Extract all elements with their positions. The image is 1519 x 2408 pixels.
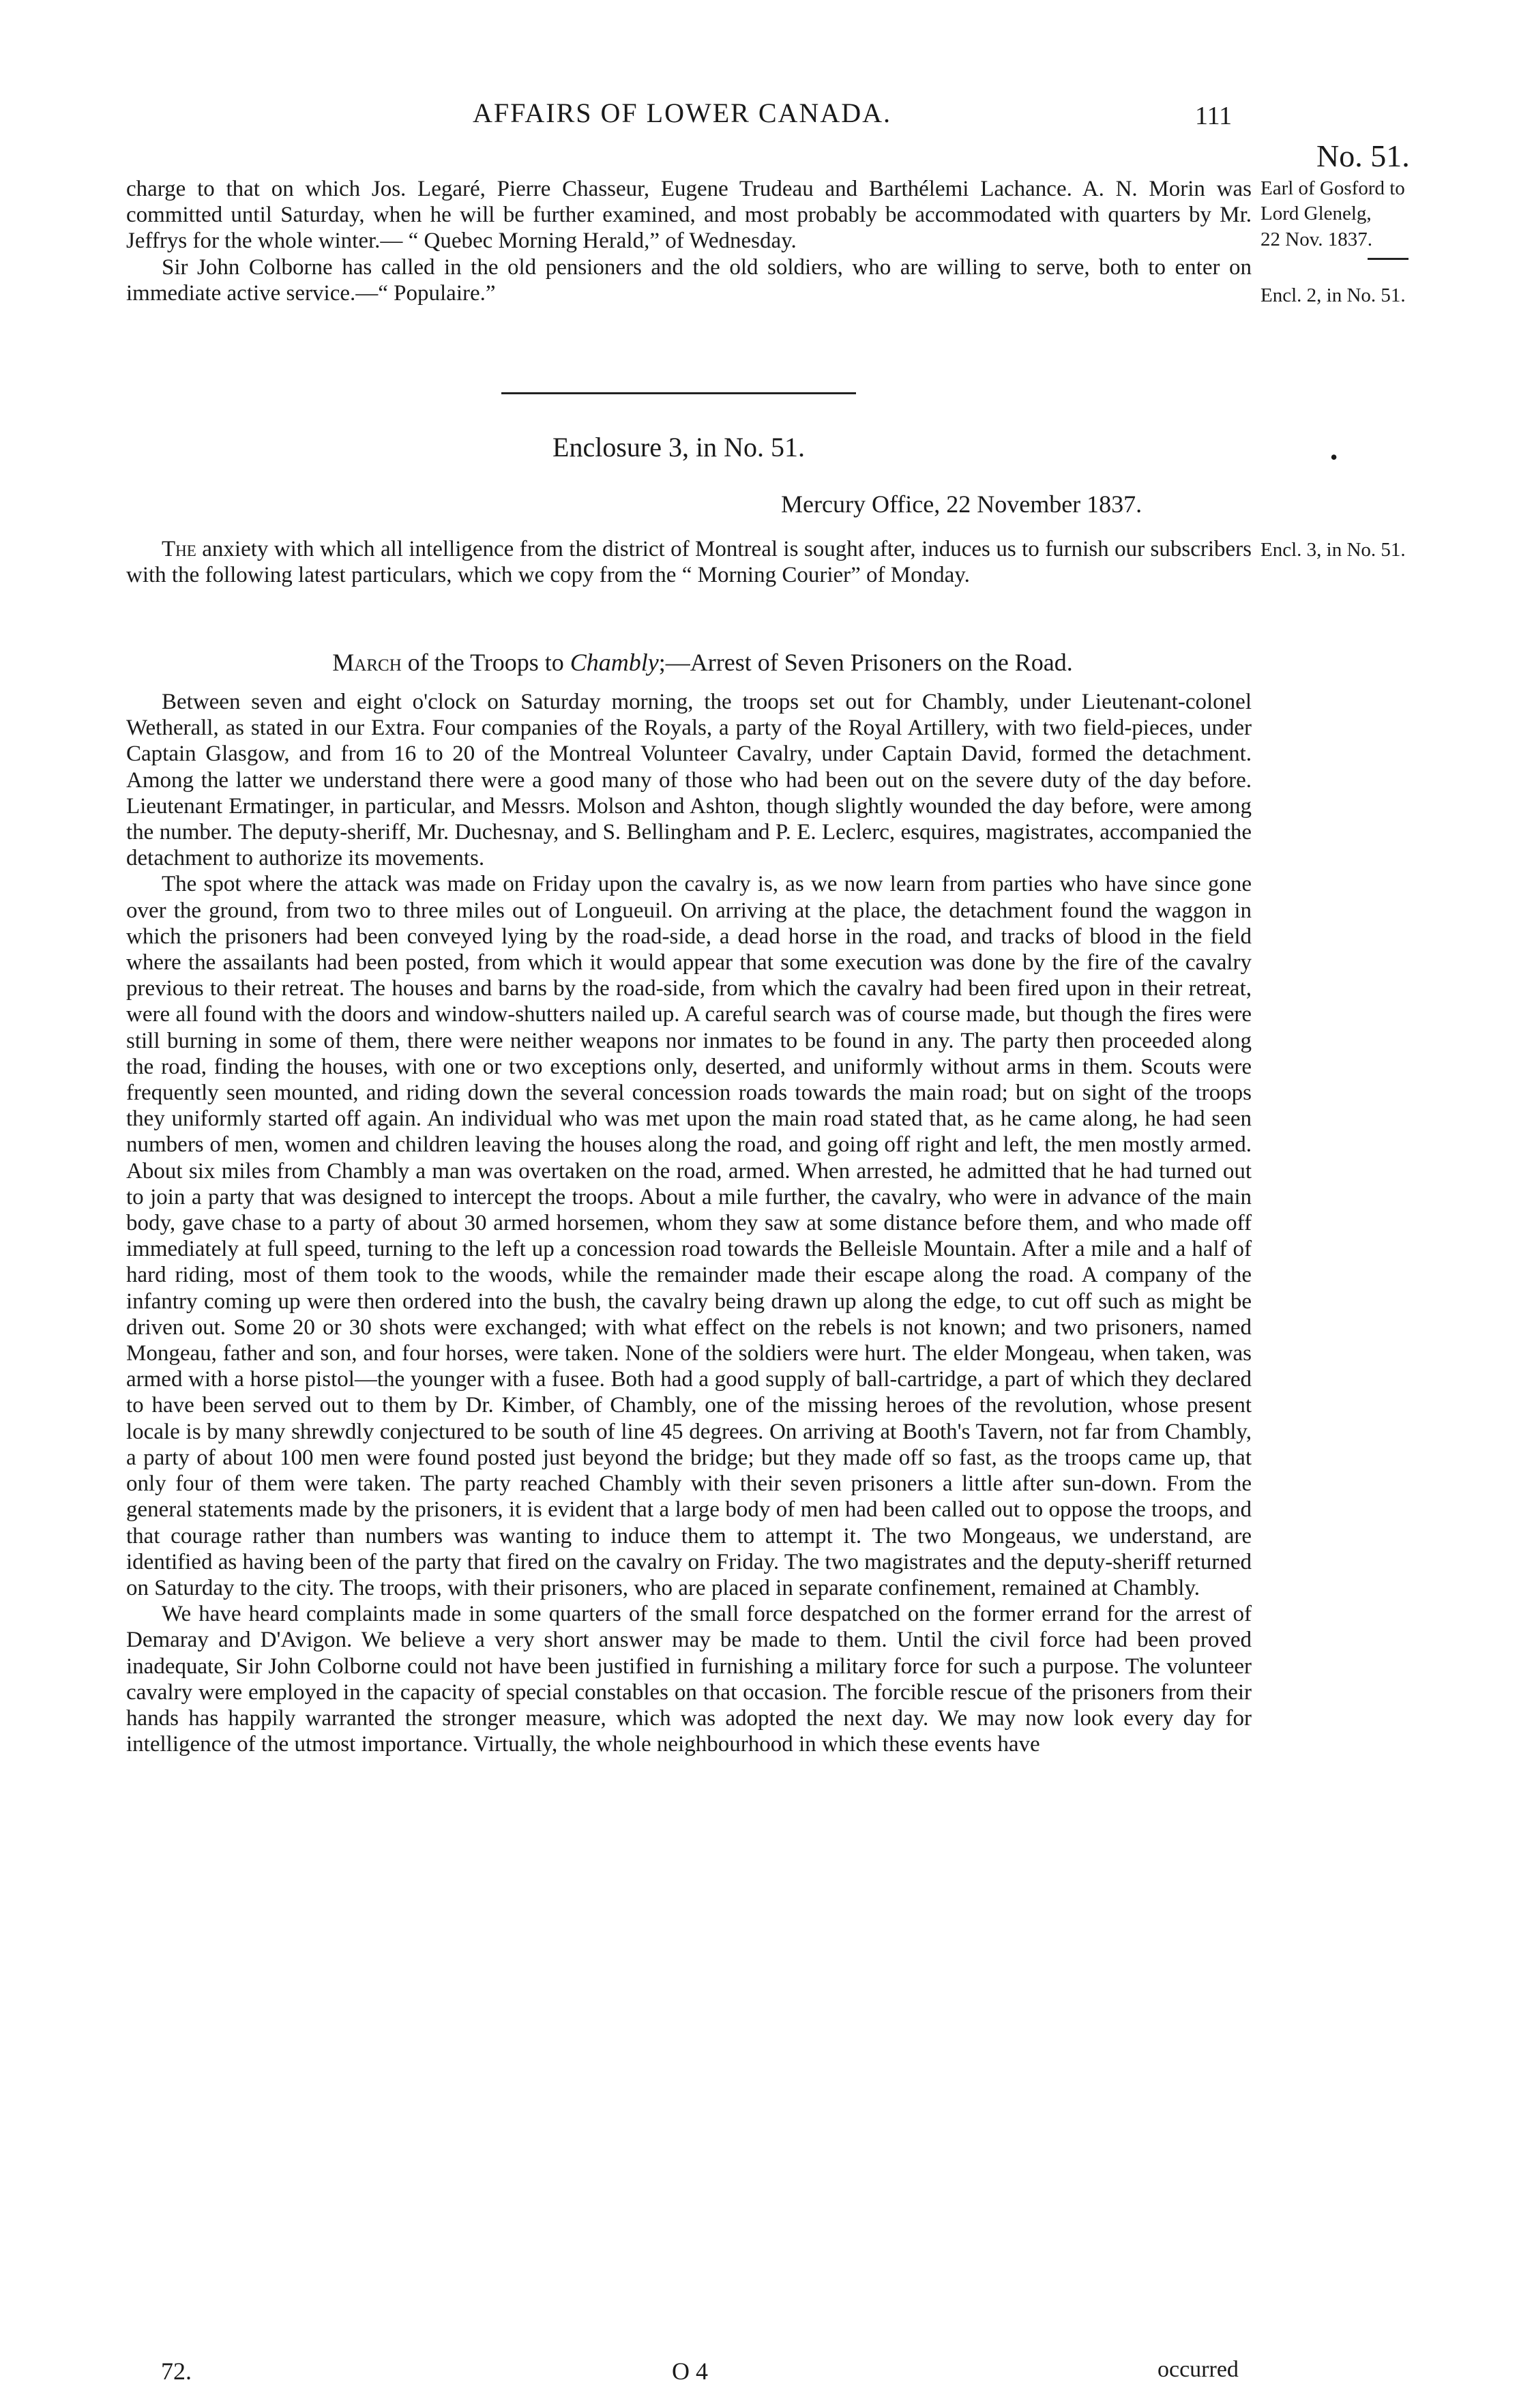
signature-mark: 72.: [161, 2358, 192, 2385]
margin-enclosure-2: Encl. 2, in No. 51.: [1260, 284, 1406, 306]
margin-rule: [1368, 258, 1409, 260]
headline-lead: March: [332, 649, 402, 676]
catchword: occurred: [1157, 2357, 1239, 2382]
headline-rest: ;—Arrest of Seven Prisoners on the Road.: [658, 649, 1073, 676]
paragraph: The spot where the attack was made on Friday upon the cavalry is, as we now learn from parties who have since gone over the ground, from two to three miles out of Longueuil. On arriving at the place, the detachment found the waggon in which the prisoners had been conveyed lying by the road-side, a dead horse in the road, and tracks of blood in the field where the assailants had been posted, from which it would appear that some execution was done by the fire of the cavalry previous to their retreat. The houses and barns by the road-side, from which the cavalry had been fired upon in their retreat, were all found with the doors and window-shutters nailed up. A careful search was of course made, but though the fires were still burning in some of them, there were neither weapons nor inmates to be found in any. The party then proceeded along the road, finding the houses, with one or two exceptions only, deserted, and uniformly without arms in them. Scouts were frequently seen mounted, and riding down the several concession roads towards the main road; but on sight of the troops they uniformly started off again. An individual who was met upon the main road stated that, as he came along, he had seen numbers of men, women and children leaving the houses along the road, and going off right and left, the men mostly armed. About six miles from Chambly a man was overtaken on the road, armed. When arrested, he admitted that he had turned out to join a party that was designed to intercept the troops. About a mile further, the cavalry, who were in advance of the main body, gave chase to a party of about 30 armed horsemen, whom they saw at some distance before them, and who made off immediately at full speed, turning to the left up a concession road towards the Belleisle Mountain. After a mile and a half of hard riding, most of them took to the woods, while the remainder made their escape along the road. A company of the infantry coming up were then ordered into the bush, the cavalry being drawn up along the edge, to cut off such as might be driven out. Some 20 or 30 shots were exchanged; with what effect on the rebels is not known; and two prisoners, named Mongeau, father and son, and four horses, were taken. None of the soldiers were hurt. The elder Mongeau, when taken, was armed with a horse pistol—the younger with a fusee. Both had a good supply of ball-cartridge, a part of which they declared to have been served out to them by Dr. Kimber, of Chambly, one of the missing heroes of the revolution, whose present locale is by many shrewdly conjectured to be south of line 45 degrees. On arriving at Booth's Tavern, not far from Chambly, a party of about 100 men were found posted just beyond the bridge; but they made off so fast, as the troops came up, that only four of them were taken. The party reached Chambly with their seven prisoners a little after sun-down. From the general statements made by the prisoners, it is evident that a large body of men had been called out to oppose the troops, and that courage rather than numbers was wanting to induce them to attempt it. The two Mongeaus, we understand, are identified as having been of the party that fired on the cavalry on Friday. The two magistrates and the deputy-sheriff returned on Saturday to the city. The troops, with their prisoners, who are placed in separate confinement, remained at Chambly.: [126, 872, 1252, 1600]
paragraph: Between seven and eight o'clock on Saturday morning, the troops set out for Chambly, under Lieutenant-colonel Wetherall, as stated in our Extra. Four companies of the Royals, a party of the Royal Artillery, with two field-pieces, under Captain Glasgow, and from 16 to 20 of the Montreal Volunteer Cavalry, under Captain David, formed the detachment. Among the latter we understand there were a good many of those who had been out on the severe duty of the day before. Lieutenant Ermatinger, in particular, and Messrs. Molson and Ashton, though slightly wounded the day before, were among the number. The deputy-sheriff, Mr. Duchesnay, and S. Bellingham and P. E. Leclerc, esquires, magistrates, accompanied the detachment to authorize its movements.: [126, 690, 1252, 871]
running-title: AFFAIRS OF LOWER CANADA.: [473, 98, 891, 128]
article-headline: [225, 648, 1180, 677]
paragraph: Sir John Colborne has called in the old pensioners and the old soldiers, who are willing to serve, both to enter on immediate active service.—“ Populaire.”: [126, 254, 1252, 306]
margin-doc-number: No. 51.: [1316, 138, 1410, 173]
enclosure-heading: Enclosure 3, in No. 51.: [552, 432, 805, 462]
section-divider: [501, 392, 856, 394]
article-body: [126, 689, 1252, 1757]
dateline: Mercury Office, 22 November 1837.: [781, 490, 1142, 518]
top-text-block: [126, 176, 1252, 306]
intro-paragraph: [126, 536, 1252, 588]
headline-place: Chambly: [570, 649, 659, 676]
paragraph: charge to that on which Jos. Legaré, Pierre Chasseur, Eugene Trudeau and Barthélemi Lachance. A. N. Morin was committed until Saturday, when he will be further examined, and most probably be accommodated with quarters by Mr. Jeffrys for the whole winter.— “ Quebec Morning Herald,” of Wednesday.: [126, 177, 1252, 254]
margin-from: Earl of Gosford to: [1260, 177, 1405, 199]
paragraph: We have heard complaints made in some quarters of the small force despatched on the former errand for the arrest of Demaray and D'Avigon. We believe a very short answer may be made to them. Until the civil force had been proved inadequate, Sir John Colborne could not have been justified in furnishing a military force for such a purpose. The volunteer cavalry were employed in the capacity of special constables on that occasion. The forcible rescue of the prisoners from their hands has happily warranted the stronger measure, which was adopted the next day. We may now look every day for intelligence of the utmost importance. Virtually, the whole neighbourhood in which these events have: [126, 1602, 1252, 1757]
margin-to: Lord Glenelg,: [1260, 203, 1372, 224]
intro-text: anxiety with which all intelligence from the district of Montreal is sought after, induces us to furnish our subscribers with the following latest particulars, which we copy from the “ Morning Courier” of Monday.: [126, 537, 1252, 588]
margin-date: 22 Nov. 1837.: [1260, 229, 1373, 250]
intro-first-word: The: [162, 537, 196, 561]
stray-mark: •: [1330, 445, 1338, 469]
signature-mark-mid: O 4: [672, 2358, 708, 2385]
headline-of: of the Troops to: [401, 649, 570, 676]
margin-enclosure-3: Encl. 3, in No. 51.: [1260, 539, 1406, 561]
page-number: 111: [1195, 102, 1233, 130]
